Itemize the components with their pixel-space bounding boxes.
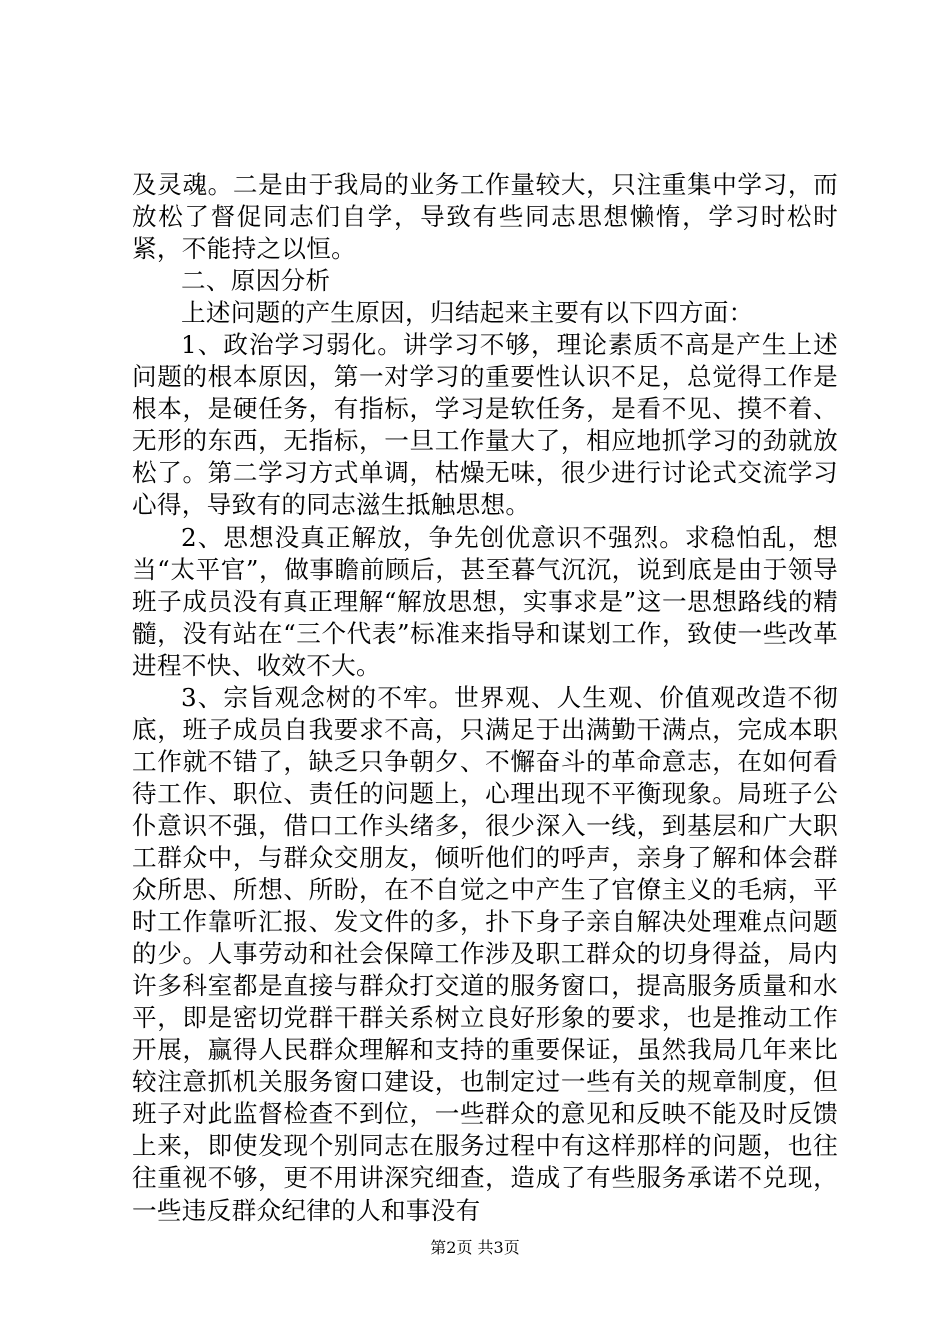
paragraph-point-3: 3、宗旨观念树的不牢。世界观、人生观、价值观改造不彻底，班子成员自我要求不高，只满足于出满勤干满点，完成本职工作就不错了，缺乏只争朝夕、不懈奋斗的革命意志，在如何看待工作、职位、责任的问题上，心理出现不平衡现象。局班子公仆意识不强，借口工作头绪多，很少深入一线，到基层和广大职工群众中，与群众交朋友，倾听他们的呼声，亲身了解和体会群众所思、所想、所盼，在不自觉之中产生了官僚主义的毛病，平时工作靠听汇报、发文件的多，扑下身子亲自解决处理难点问题的少。人事劳动和社会保障工作涉及职工群众的切身得益，局内许多科室都是直接与群众打交道的服务窗口，提高服务质量和水平，即是密切党群干群关系树立良好形象的要求，也是推动工作开展，赢得人民群众理解和支持的重要保证，虽然我局几年来比较注意抓机关服务窗口建设，也制定过一些有关的规章制度，但班子对此监督检查不到位，一些群众的意见和反映不能及时反馈上来，即使发现个别同志在服务过程中有这样那样的问题，也往往重视不够，更不用讲深究细查，造成了有些服务承诺不兑现，一些违反群众纪律的人和事没有 — [132, 682, 838, 1225]
document-body — [132, 169, 838, 1227]
section-heading-cause-analysis: 二、原因分析 — [181, 266, 331, 296]
paragraph-point-1: 1、政治学习弱化。讲学习不够，理论素质不高是产生上述问题的根本原因，第一对学习的重要性认识不足，总觉得工作是根本，是硬任务，有指标，学习是软任务，是看不见、摸不着、无形的东西，无指标，一旦工作量大了，相应地抓学习的劲就放松了。第二学习方式单调，枯燥无味，很少进行讨论式交流学习心得，导致有的同志滋生抵触思想。 — [132, 330, 838, 520]
paragraph-point-2: 2、思想没真正解放，争先创优意识不强烈。求稳怕乱，想当“太平官”，做事瞻前顾后，甚至暮气沉沉，说到底是由于领导班子成员没有真正理解“解放思想，实事求是”这一思想路线的精髓，没有站在“三个代表”标准来指导和谋划工作，致使一些改革进程不快、收效不大。 — [132, 522, 838, 680]
page-footer: 第2页 共3页 — [430, 1238, 520, 1257]
paragraph-intro: 上述问题的产生原因，归结起来主要有以下四方面： — [181, 298, 754, 328]
paragraph-continuation: 及灵魂。二是由于我局的业务工作量较大，只注重集中学习，而放松了督促同志们自学，导致有些同志思想懒惰，学习时松时紧，不能持之以恒。 — [132, 170, 838, 264]
